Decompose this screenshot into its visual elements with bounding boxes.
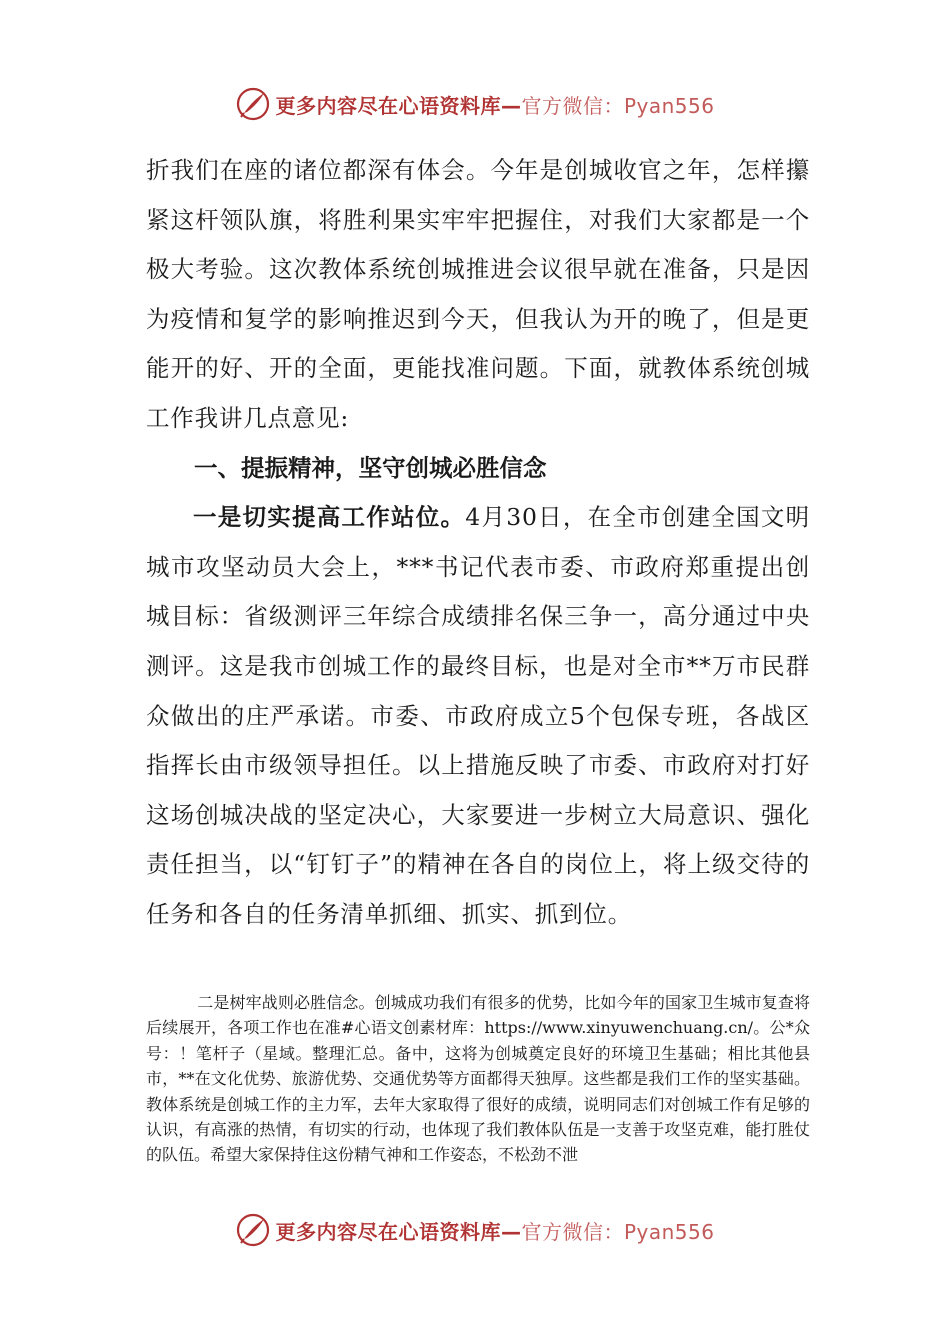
point-one-lead: 一是切实提高工作站位。 xyxy=(193,503,466,532)
banner-text: 更多内容尽在心语资料库—官方微信：Pyan556 xyxy=(275,1219,715,1244)
document-body xyxy=(146,146,810,940)
quill-pen-icon xyxy=(235,86,271,122)
section-heading: 一、提振精神，坚守创城必胜信念 xyxy=(194,453,547,482)
paragraph-point-one xyxy=(146,493,810,939)
watermark-banner-bottom xyxy=(0,1208,950,1252)
quill-pen-icon xyxy=(235,1212,271,1248)
paragraph-point-two: 二是树牢战则必胜信念。创城成功我们有很多的优势，比如今年的国家卫生城市复查将后续展开，各项工作也在准#心语文创素材库：https://www.xinyuwenchuang.cn/。公*众号：！笔杆子（星域。整理汇总。备中，这将为创城奠定良好的环境卫生基础；相比其他县市，**在文化优势、旅游优势、交通优势等方面都得天独厚。这些都是我们工作的坚实基础。教体系统是创城工作的主力军，去年大家取得了很好的成绩，说明同志们对创城工作有足够的认识，有高涨的热情，有切实的行动，也体现了我们教体队伍是一支善于攻坚克难，能打胜仗的队伍。希望大家保持住这份精气神和工作姿态，不松劲不泄 xyxy=(146,993,810,1165)
paragraph-intro: 折我们在座的诸位都深有体会。今年是创城收官之年，怎样攥紧这杆领队旗，将胜利果实牢牢把握住，对我们大家都是一个极大考验。这次教体系统创城推进会议很早就在准备，只是因为疫情和复学的影响推迟到今天，但我认为开的晚了，但是更能开的好、开的全面，更能找准问题。下面，就教体系统创城工作我讲几点意见: xyxy=(146,156,810,432)
banner-wechat: 官方微信：Pyan556 xyxy=(521,1219,715,1244)
banner-text: 更多内容尽在心语资料库—官方微信：Pyan556 xyxy=(275,93,715,118)
banner-wechat: 官方微信：Pyan556 xyxy=(521,93,715,118)
point-one-text: 4月30日，在全市创建全国文明城市攻坚动员大会上，***书记代表市委、市政府郑重提出创城目标：省级测评三年综合成绩排名保三争一，高分通过中央测评。这是我市创城工作的最终目标，也是对全市**万市民群众做出的庄严承诺。市委、市政府成立5个包保专班，各战区指挥长由市级领导担任。以上措施反映了市委、市政府对打好这场创城决战的坚定决心，大家要进一步树立大局意识、强化责任担当，以“钉钉子”的精神在各自的岗位上，将上级交待的任务和各自的任务清单抓细、抓实、抓到位。 xyxy=(146,503,810,928)
watermark-banner-top xyxy=(0,82,950,126)
